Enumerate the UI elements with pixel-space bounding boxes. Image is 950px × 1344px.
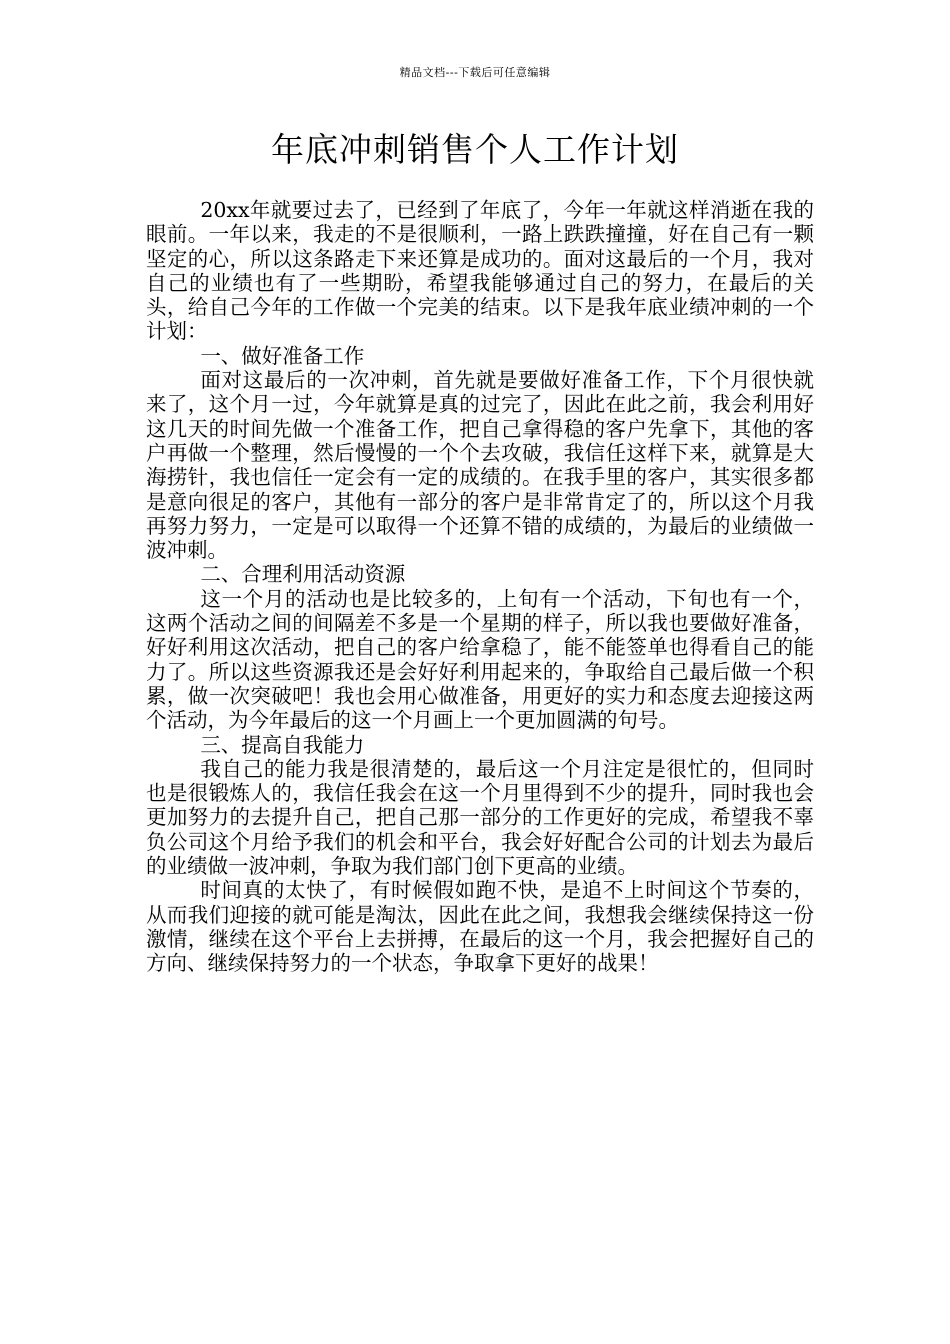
- section-heading-1: 一、做好准备工作: [200, 343, 365, 368]
- section-heading-3: 三、提高自我能力: [200, 732, 365, 757]
- document-body: [146, 198, 814, 976]
- intro-paragraph: 20xx年就要过去了，已经到了年底了，今年一年就这样消逝在我的眼前。一年以来，我走的不是很顺利，一路上跌跌撞撞，好在自己有一颗坚定的心，所以这条路走下来还算是成功的。面对这最后的一个月，我对自己的业绩也有了一些期盼，希望我能够通过自己的努力，在最后的关头，给自己今年的工作做一个完美的结束。以下是我年底业绩冲刺的一个计划：: [146, 198, 814, 344]
- section-body-1: 面对这最后的一次冲刺，首先就是要做好准备工作，下个月很快就来了，这个月一过，今年就算是真的过完了，因此在此之前，我会利用好这几天的时间先做一个准备工作，把自己拿得稳的客户先拿下，其他的客户再做一个整理，然后慢慢的一个个去攻破，我信任这样下来，就算是大海捞针，我也信任一定会有一定的成绩的。在我手里的客户，其实很多都是意向很足的客户，其他有一部分的客户是非常肯定了的，所以这个月我再努力努力，一定是可以取得一个还算不错的成绩的，为最后的业绩做一波冲刺。: [146, 368, 814, 563]
- section-body-3: 我自己的能力我是很清楚的，最后这一个月注定是很忙的，但同时也是很锻炼人的，我信任我会在这一个月里得到不少的提升，同时我也会更加努力的去提升自己，把自己那一部分的工作更好的完成，希望我不辜负公司这个月给予我们的机会和平台，我会好好配合公司的计划去为最后的业绩做一波冲刺，争取为我们部门创下更高的业绩。: [146, 756, 814, 879]
- section-body-2: 这一个月的活动也是比较多的，上旬有一个活动，下旬也有一个，这两个活动之间的间隔差不多是一个星期的样子，所以我也要做好准备，好好利用这次活动，把自己的客户给拿稳了，能不能签单也得看自己的能力了。所以这些资源我还是会好好利用起来的，争取给自己最后做一个积累，做一次突破吧！我也会用心做准备，用更好的实力和态度去迎接这两个活动，为今年最后的这一个月画上一个更加圆满的句号。: [146, 586, 814, 733]
- section-heading-2: 二、合理利用活动资源: [200, 562, 406, 587]
- closing-paragraph: 时间真的太快了，有时候假如跑不快，是追不上时间这个节奏的，从而我们迎接的就可能是淘汰，因此在此之间，我想我会继续保持这一份激情，继续在这个平台上去拼搏，在最后的这一个月，我会把握好自己的方向、继续保持努力的一个状态，争取拿下更好的战果！: [146, 878, 814, 976]
- document-title: 年底冲刺销售个人工作计划: [271, 130, 679, 169]
- header-note: 精品文档---下载后可任意编辑: [399, 66, 551, 79]
